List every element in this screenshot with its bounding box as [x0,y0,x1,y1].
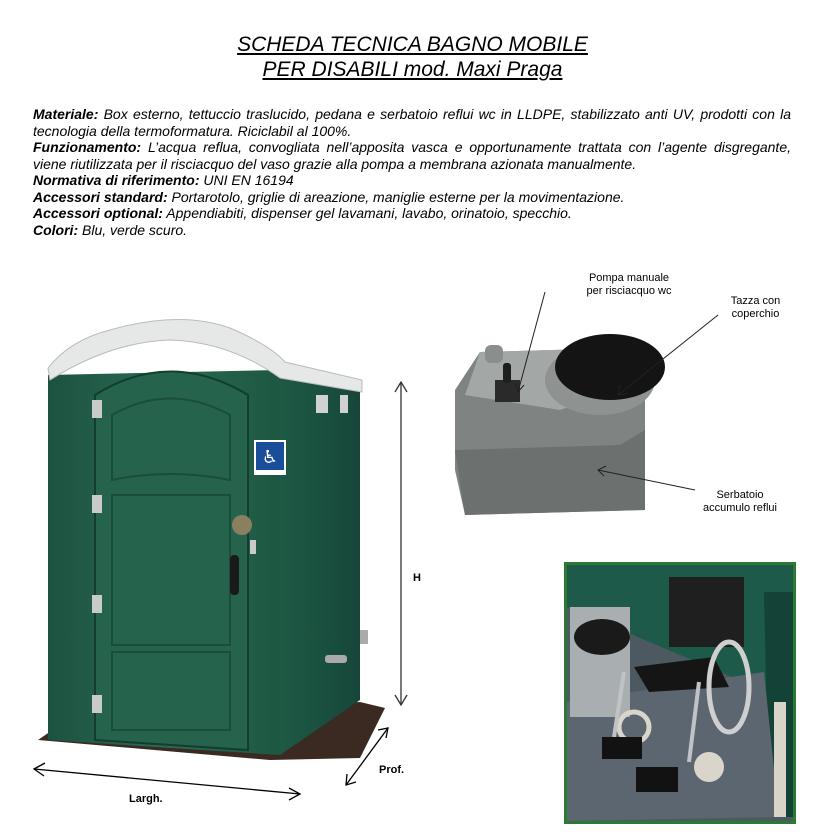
spec-label: Colori: [33,221,79,238]
cabin-illustration [30,300,430,820]
spec-value: UNI EN 16194 [199,172,294,188]
spec-normativa [33,172,791,189]
spec-value: Blu, verde scuro. [78,221,188,238]
dimension-depth-label: Prof. [379,764,405,776]
label-pump-line-2: per risciacquo wc [586,285,672,297]
spec-materiale [33,106,791,139]
label-bowl-line-2: coperchio [731,308,780,320]
spec-value: L’acqua reflua, convogliata nell’apposita vasca e opportunamente trattata con l’agente disgregante, viene riutilizzata per il risciacquo del vaso grazie alla pompa a membrana azionata manualmente. [33,139,791,172]
label-tank [690,489,790,515]
dimension-width-label: Largh. [129,793,163,805]
title-line-2: PER DISABILI mod. Maxi Praga [262,58,563,81]
label-tank-line-1: Serbatoio [716,489,764,501]
label-pump [574,272,684,298]
spec-list [33,106,791,238]
spec-label: Accessori standard: [33,188,168,205]
spec-funzionamento [33,139,791,172]
label-bowl-line-1: Tazza con [730,295,781,307]
svg-text:♿: ♿ [261,447,279,468]
spec-value: Portarotolo, griglie di areazione, maniglie esterne per la movimentazione. [167,188,625,205]
spec-label: Funzionamento: [33,139,142,155]
spec-label: Normativa di riferimento: [33,172,200,188]
interior-photo [564,562,796,824]
label-pump-line-1: Pompa manuale [588,272,670,284]
spec-value: Appendiabiti, dispenser gel lavamani, lavabo, orinatoio, specchio. [162,205,572,221]
label-bowl [718,295,793,321]
spec-accessori-standard [33,189,791,206]
dimension-height-label: H [413,572,421,584]
spec-colori [33,222,791,239]
label-tank-line-2: accumulo reflui [703,502,777,514]
spec-label: Accessori optional: [33,205,163,221]
spec-accessori-optional [33,205,791,222]
spec-value: Box esterno, tettuccio traslucido, pedana e serbatoio reflui wc in LLDPE, stabilizzato anti UV, prodotti con la tecnologia della termoformatura. Riciclabil al 100%. [33,106,791,139]
title-line-1: SCHEDA TECNICA BAGNO MOBILE [237,33,588,56]
spec-label: Materiale: [33,106,99,122]
